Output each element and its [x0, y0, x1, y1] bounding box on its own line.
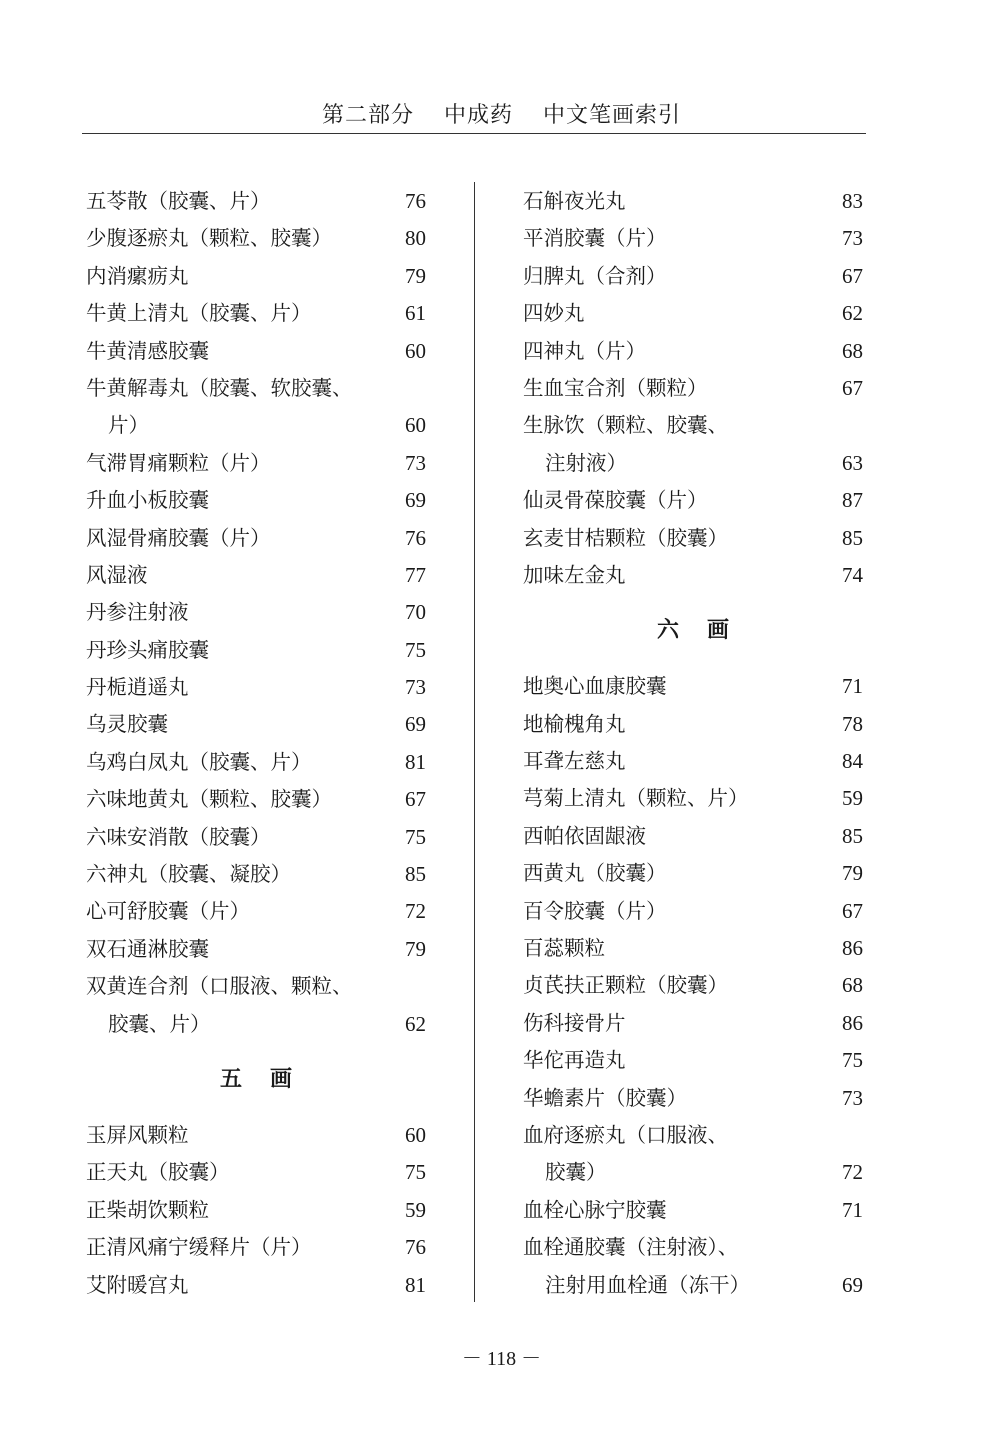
entry-name: 百令胶囊（片）: [523, 898, 667, 923]
index-entry: [523, 220, 863, 257]
entry-name: 片）: [108, 413, 149, 438]
index-entry: [86, 893, 426, 930]
entry-name: 正柴胡饮颗粒: [86, 1197, 209, 1222]
entry-name: 华佗再造丸: [523, 1048, 626, 1073]
entry-name: 华蟾素片（胶囊）: [523, 1085, 687, 1110]
entry-name: 注射液）: [545, 450, 627, 475]
header-index: 中文笔画索引: [543, 103, 682, 128]
entry-page-number: 75: [842, 1048, 863, 1073]
entry-name: 乌鸡白凤丸（胶囊、片）: [86, 749, 312, 774]
index-entry: [86, 931, 426, 968]
entry-page-number: 60: [405, 1122, 426, 1147]
index-entry: [86, 1267, 426, 1304]
entry-name: 玄麦甘桔颗粒（胶囊）: [523, 525, 728, 550]
entry-name: 牛黄清感胶囊: [86, 338, 209, 363]
entry-name: 正天丸（胶囊）: [86, 1160, 230, 1185]
entry-name: 内消瘰疬丸: [86, 263, 189, 288]
index-entry-continuation: [523, 445, 863, 482]
entry-name: 注射用血栓通（冻干）: [545, 1272, 750, 1297]
entry-page-number: 69: [405, 712, 426, 737]
entry-page-number: 63: [842, 450, 863, 475]
page-header-title: [0, 98, 1003, 129]
entry-page-number: 85: [842, 823, 863, 848]
entry-page-number: 78: [842, 711, 863, 736]
index-entry: [523, 668, 863, 705]
index-entry: [86, 183, 426, 220]
index-entry: [86, 520, 426, 557]
index-column-right: [523, 183, 863, 1304]
entry-page-number: 72: [405, 899, 426, 924]
entry-page-number: 67: [842, 375, 863, 400]
header-rule: [82, 133, 866, 134]
entry-name: 芎菊上清丸（颗粒、片）: [523, 786, 749, 811]
entry-page-number: 84: [842, 749, 863, 774]
entry-name: 四妙丸: [523, 301, 585, 326]
entry-name: 胶囊、片）: [108, 1011, 211, 1036]
index-entry: [523, 1192, 863, 1229]
entry-page-number: 81: [405, 1272, 426, 1297]
index-entry: [523, 930, 863, 967]
index-entry: [523, 370, 863, 407]
entry-name: 丹栀逍遥丸: [86, 675, 189, 700]
index-entry: [523, 1042, 863, 1079]
index-entry: [523, 1229, 863, 1266]
section-heading-char: 画: [270, 1066, 293, 1092]
entry-name: 百蕊颗粒: [523, 936, 605, 961]
entry-page-number: 69: [405, 488, 426, 513]
entry-name: 石斛夜光丸: [523, 189, 626, 213]
entry-page-number: 85: [842, 525, 863, 550]
entry-page-number: 79: [405, 936, 426, 961]
index-entry: [86, 1154, 426, 1191]
entry-name: 双石通淋胶囊: [86, 936, 209, 961]
entry-page-number: 69: [842, 1272, 863, 1297]
entry-page-number: 75: [405, 824, 426, 849]
entry-name: 双黄连合剂（口服液、颗粒、: [86, 974, 353, 999]
index-entry: [523, 1117, 863, 1154]
entry-page-number: 79: [842, 861, 863, 886]
index-entry: [523, 818, 863, 855]
entry-page-number: 83: [842, 189, 863, 213]
entry-name: 丹珍头痛胶囊: [86, 637, 209, 662]
entry-name: 胶囊）: [545, 1160, 607, 1185]
entry-name: 加味左金丸: [523, 562, 626, 587]
entry-page-number: 81: [405, 749, 426, 774]
index-entry: [523, 967, 863, 1004]
entry-name: 丹参注射液: [86, 600, 189, 625]
index-entry: [86, 295, 426, 332]
entry-name: 西帕依固龈液: [523, 823, 646, 848]
index-entry: [523, 520, 863, 557]
entry-name: 升血小板胶囊: [86, 488, 209, 513]
index-entry: [523, 780, 863, 817]
entry-page-number: 73: [405, 675, 426, 700]
entry-name: 六味地黄丸（颗粒、胶囊）: [86, 787, 332, 812]
entry-name: 生血宝合剂（颗粒）: [523, 375, 708, 400]
entry-page-number: 71: [842, 674, 863, 699]
entry-page-number: 62: [405, 1011, 426, 1036]
column-divider: [474, 182, 475, 1302]
entry-page-number: 80: [405, 226, 426, 251]
entry-page-number: 86: [842, 1010, 863, 1035]
entry-name: 牛黄解毒丸（胶囊、软胶囊、: [86, 375, 353, 400]
entry-name: 风湿骨痛胶囊（片）: [86, 525, 271, 550]
entry-name: 五苓散（胶囊、片）: [86, 189, 271, 213]
entry-name: 正清风痛宁缓释片（片）: [86, 1235, 312, 1260]
index-entry: [523, 295, 863, 332]
index-entry: [86, 706, 426, 743]
index-entry: [86, 594, 426, 631]
entry-name: 贞芪扶正颗粒（胶囊）: [523, 973, 728, 998]
entry-page-number: 70: [405, 600, 426, 625]
index-entry: [523, 333, 863, 370]
header-part: 第二部分: [321, 103, 414, 128]
entry-name: 气滞胃痛颗粒（片）: [86, 450, 271, 475]
index-entry: [86, 1117, 426, 1154]
entry-name: 仙灵骨葆胶囊（片）: [523, 488, 708, 513]
entry-name: 归脾丸（合剂）: [523, 263, 667, 288]
index-entry: [523, 482, 863, 519]
index-entry: [523, 183, 863, 220]
entry-name: 地奥心血康胶囊: [523, 674, 667, 699]
entry-page-number: 76: [405, 1235, 426, 1260]
entry-name: 牛黄上清丸（胶囊、片）: [86, 301, 312, 326]
entry-page-number: 59: [405, 1197, 426, 1222]
index-entry: [86, 370, 426, 407]
entry-name: 六神丸（胶囊、凝胶）: [86, 862, 291, 887]
entry-page-number: 73: [842, 226, 863, 251]
entry-name: 少腹逐瘀丸（颗粒、胶囊）: [86, 226, 332, 251]
index-entry: [86, 744, 426, 781]
header-category: 中成药: [443, 103, 513, 128]
entry-page-number: 77: [405, 562, 426, 587]
index-entry: [86, 781, 426, 818]
index-entry-continuation: [523, 1154, 863, 1191]
entry-page-number: 68: [842, 338, 863, 363]
entry-name: 伤科接骨片: [523, 1010, 626, 1035]
entry-name: 乌灵胶囊: [86, 712, 168, 737]
entry-name: 风湿液: [86, 562, 148, 587]
entry-page-number: 87: [842, 488, 863, 513]
index-entry: [523, 557, 863, 594]
entry-name: 血栓通胶囊（注射液）、: [523, 1235, 739, 1260]
entry-page-number: 67: [842, 898, 863, 923]
entry-name: 西黄丸（胶囊）: [523, 861, 667, 886]
index-entry: [86, 482, 426, 519]
section-heading-char: 画: [707, 618, 730, 644]
index-entry: [523, 258, 863, 295]
entry-page-number: 67: [842, 263, 863, 288]
index-entry: [523, 1080, 863, 1117]
entry-page-number: 74: [842, 562, 863, 587]
entry-page-number: 62: [842, 301, 863, 326]
index-entry: [523, 743, 863, 780]
entry-name: 血府逐瘀丸（口服液、: [523, 1122, 728, 1147]
entry-page-number: 73: [405, 450, 426, 475]
entry-page-number: 60: [405, 338, 426, 363]
entry-page-number: 60: [405, 413, 426, 438]
entry-name: 四神丸（片）: [523, 338, 646, 363]
entry-name: 平消胶囊（片）: [523, 226, 667, 251]
entry-page-number: 67: [405, 787, 426, 812]
entry-page-number: 59: [842, 786, 863, 811]
entry-name: 耳聋左慈丸: [523, 749, 626, 774]
index-entry: [86, 632, 426, 669]
index-entry: [523, 706, 863, 743]
page-number: － 118 －: [461, 1348, 542, 1370]
index-entry: [86, 856, 426, 893]
index-entry: [86, 1229, 426, 1266]
entry-page-number: 86: [842, 936, 863, 961]
index-entry-continuation: [86, 407, 426, 444]
section-heading: [523, 594, 863, 668]
index-entry: [86, 557, 426, 594]
index-entry: [523, 1005, 863, 1042]
entry-name: 艾附暖宫丸: [86, 1272, 189, 1297]
index-entry: [523, 893, 863, 930]
entry-name: 心可舒胶囊（片）: [86, 899, 250, 924]
entry-name: 生脉饮（颗粒、胶囊、: [523, 413, 728, 438]
index-entry: [86, 968, 426, 1005]
index-column-left: [86, 183, 426, 1304]
index-entry: [523, 855, 863, 892]
entry-page-number: 71: [842, 1197, 863, 1222]
entry-page-number: 75: [405, 1160, 426, 1185]
section-heading-char: 五: [219, 1066, 242, 1092]
entry-page-number: 76: [405, 525, 426, 550]
index-entry: [86, 669, 426, 706]
entry-page-number: 76: [405, 189, 426, 213]
index-entry: [523, 407, 863, 444]
index-entry-continuation: [86, 1006, 426, 1043]
entry-page-number: 72: [842, 1160, 863, 1185]
entry-page-number: 85: [405, 862, 426, 887]
index-entry: [86, 258, 426, 295]
index-entry: [86, 819, 426, 856]
entry-page-number: 68: [842, 973, 863, 998]
entry-name: 玉屏风颗粒: [86, 1122, 189, 1147]
entry-page-number: 61: [405, 301, 426, 326]
entry-page-number: 75: [405, 637, 426, 662]
index-entry: [86, 333, 426, 370]
index-entry: [86, 445, 426, 482]
entry-name: 地榆槐角丸: [523, 711, 626, 736]
entry-name: 六味安消散（胶囊）: [86, 824, 271, 849]
index-entry-continuation: [523, 1267, 863, 1304]
index-entry: [86, 1192, 426, 1229]
section-heading-char: 六: [656, 618, 679, 644]
section-heading: [86, 1043, 426, 1117]
index-entry: [86, 220, 426, 257]
entry-page-number: 79: [405, 263, 426, 288]
entry-page-number: 73: [842, 1085, 863, 1110]
entry-name: 血栓心脉宁胶囊: [523, 1197, 667, 1222]
